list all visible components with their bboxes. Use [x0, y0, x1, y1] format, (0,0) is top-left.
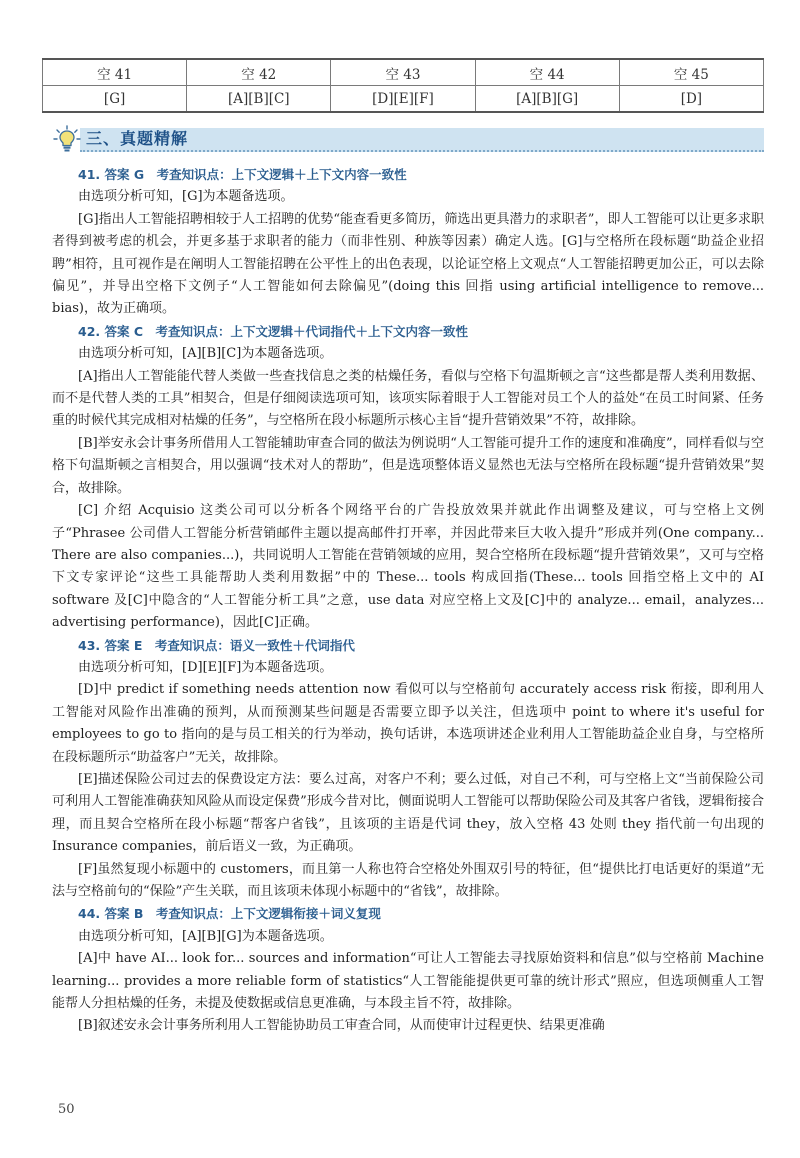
q42-analysis-b: [B]举安永会计事务所借用人工智能辅助审查合同的做法为例说明“人工智能可提升工作的速度和准确度”，同样看似与空格下句温斯顿之言相契合，用以强调“技术对人的帮助”，但是选项整体语义显然也无法与空格所在段标题“提升营销效果”契合，故排除。	[52, 435, 764, 496]
value-blank-45: [D]	[619, 86, 763, 113]
answer-table-values-row	[43, 86, 764, 113]
q41-heading: 41. 答案 G 考查知识点：上下文逻辑＋上下文内容一致性	[78, 167, 407, 182]
q44-heading: 44. 答案 B 考查知识点：上下文逻辑衔接＋词义复现	[78, 906, 381, 922]
value-blank-44: [A][B][G]	[475, 86, 619, 113]
q42-candidates: 由选项分析可知，[A][B][C]为本题备选项。	[78, 346, 333, 362]
q41-candidates: 由选项分析可知，[G]为本题备选项。	[78, 189, 294, 205]
q43-analysis-d: [D]中 predict if something needs attention now 看似可以与空格前句 accurately access risk 衔接，即利用人工智能对风险作出准确的预判，从而预测某些问题是否需要立即予以关注，但选项中 point to where it's useful for employees to go to 指向的是与员工相关的行为举动，换句话讲，本选项讲述企业利用人工智能助益企业自身，与空格所在段标题所示“助益客户”无关，故排除。	[52, 682, 764, 765]
q41-analysis-g: [G]指出人工智能招聘相较于人工招聘的优势“能查看更多简历，筛选出更具潜力的求职者”，即人工智能可以让更多求职者得到被考虑的机会，并更多基于求职者的能力（而非性别、种族等因素）确定人选。[G]与空格所在段标题“助益企业招聘”相符，且可视作是在阐明人工智能招聘在公平性上的出色表现，以论证空格上文观点“人工智能招聘更加公正，可以去除偏见”，并导出空格下文例子“人工智能如何去除偏见”(doing this 回指 using artificial intelligence to remove... bias)，故为正确项。	[52, 211, 764, 317]
header-blank-44: 空 44	[475, 59, 619, 86]
q44-analysis-b: [B]叙述安永会计事务所利用人工智能协助员工审查合同，从而使审计过程更快、结果更准确	[78, 1018, 605, 1034]
explanations	[52, 164, 764, 1038]
section-banner	[52, 124, 764, 154]
q43-candidates: 由选项分析可知，[D][E][F]为本题备选项。	[78, 659, 333, 675]
q43-analysis-f: [F]虽然复现小标题中的 customers，而且第一人称也符合空格处外围双引号的特征，但“提供比打电话更好的渠道”无法与空格前句的“保险”产生关联，而且该项未体现小标题中的“省钱”，故排除。	[52, 861, 764, 899]
q43-heading: 43. 答案 E 考查知识点：语义一致性＋代词指代	[78, 637, 355, 653]
section-title: 三、真题精解	[86, 129, 189, 148]
q42-analysis-c: [C] 介绍 Acquisio 这类公司可以分析各个网络平台的广告投放效果并就此作出调整及建议，可与空格上文例子“Phrasee 公司借人工智能分析营销邮件主题以提高邮件打开率，并因此带来巨大收入提升”形成并列(One company... There are also companies...)，共同说明人工智能在营销领域的应用，契合空格所在段标题“提升营销效果”，又可与空格下文专家评论“这些工具能帮助人类利用数据”中的 These... tools 构成回指(These... tools 回指空格上文中的 AI software 及[C]中隐含的“人工智能分析工具”之意，use data 对应空格上文及[C]中的 analyze... email，analyzes... advertising performance)，因此[C]正确。	[52, 503, 764, 631]
q44-analysis-a: [A]中 have AI... look for... sources and information“可让人工智能去寻找原始资料和信息”似与空格前 Machine learning... provides a more reliable form of statistics“人工智能能提供更可靠的统计形式”照应，但选项侧重人工智能帮人分担枯燥的任务，未提及使数据或信息更准确，与本段主旨不符，故排除。	[52, 951, 764, 1012]
header-blank-42: 空 42	[187, 59, 331, 86]
q44-candidates: 由选项分析可知，[A][B][G]为本题备选项。	[78, 928, 333, 944]
answer-table-header-row	[43, 59, 764, 86]
value-blank-42: [A][B][C]	[187, 86, 331, 113]
q43-analysis-e: [E]描述保险公司过去的保费设定方法：要么过高，对客户不利；要么过低，对自己不利，可与空格上文“当前保险公司可利用人工智能准确获知风险从而设定保费”形成今昔对比，侧面说明人工智能可以帮助保险公司及其客户省钱，逻辑衔接合理，而且契合空格所在段小标题“帮客户省钱”，且该项的主语是代词 they，放入空格 43 处则 they 指代前一句出现的 Insurance companies，前后语义一致，为正确项。	[52, 771, 764, 855]
header-blank-43: 空 43	[331, 59, 475, 86]
header-blank-45: 空 45	[619, 59, 763, 86]
header-blank-41: 空 41	[43, 59, 187, 86]
q42-analysis-a: [A]指出人工智能能代替人类做一些查找信息之类的枯燥任务，看似与空格下句温斯顿之言“这些都是帮人类利用数据、而不是代替人类的工具”相契合，但是仔细阅读选项可知，该项实际着眼于人工智能对员工个人的益处“在员工时间紧、任务重的时候代其完成相对枯燥的任务”，与空格所在段小标题所示核心主旨“提升营销效果”不符，故排除。	[52, 368, 764, 429]
value-blank-41: [G]	[43, 86, 187, 113]
lightbulb-icon	[52, 124, 82, 154]
q42-heading: 42. 答案 C 考查知识点：上下文逻辑＋代词指代＋上下文内容一致性	[78, 323, 469, 339]
answer-table	[42, 58, 764, 113]
page-number: 50	[58, 1102, 75, 1117]
value-blank-43: [D][E][F]	[331, 86, 475, 113]
